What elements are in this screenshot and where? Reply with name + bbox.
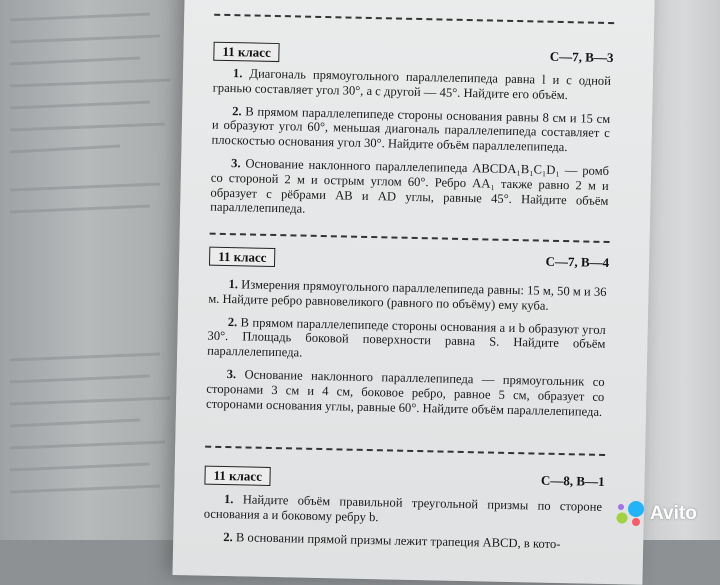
section-header <box>213 42 613 70</box>
problem-item: 2. В прямом параллелепипеде стороны основания a и b образуют угол 30°. Площадь боковой поверхности равна S. Найдите объём параллелепипеда. <box>207 314 606 360</box>
problem-list <box>210 66 611 231</box>
section-header <box>209 247 609 275</box>
problem-item: 1. Найдите объём правильной треугольной призмы по стороне основания a и боковому ребру b. <box>203 492 603 525</box>
worksheet-page <box>172 0 654 585</box>
problem-list <box>206 277 607 428</box>
grade-label: 11 класс <box>209 247 276 267</box>
problem-item: 2. В прямом параллелепипеде стороны основания равны 8 см и 15 см и образуют угол 60°, меньшая диагональ параллелепипеда составляет с плоскостью основания угол 30°. Найдите объём параллелепипеда. <box>211 103 611 155</box>
problem-item: 3. Основание наклонного параллелепипеда ABCDA₁B₁C₁D₁ — ромб со стороной 2 м и острым углом 60°. Ребро AA₁ также равно 2 м и образует с рёбрами AB и AD углы, равные 45°. Найдите объём параллелепипеда. <box>210 156 610 217</box>
cut-line <box>210 233 610 243</box>
section-header <box>204 466 604 494</box>
section-c8-v1 <box>175 445 645 551</box>
cut-line <box>214 14 614 24</box>
problem-item: 1. Измерения прямоугольного параллелепипеда равны: 15 м, 50 м и 36 м. Найдите ребро равновеликого (равного по объёму) ему куба. <box>208 277 607 313</box>
variant-label: С—7, В—4 <box>545 253 610 271</box>
avito-watermark <box>612 500 697 528</box>
background-text-lines <box>0 0 200 540</box>
variant-label: С—7, В—3 <box>549 48 614 66</box>
grade-label: 11 класс <box>204 466 271 486</box>
variant-label: С—8, В—1 <box>540 472 605 489</box>
problem-item: 2. В основании прямой призмы лежит трапеция ABCD, в кото- <box>223 529 561 551</box>
problem-item: 1. Диагональ прямоугольного параллелепипеда равна l и с одной гранью составляет угол 30°, а с другой — 45°. Найдите его объём. <box>212 66 612 102</box>
section-c7-v3 <box>184 13 654 217</box>
cut-line <box>205 446 605 456</box>
grade-label: 11 класс <box>213 42 280 62</box>
avito-logo-icon <box>612 500 646 528</box>
problem-list <box>203 492 602 561</box>
section-c7-v4 <box>180 232 650 419</box>
problem-item: 3. Основание наклонного параллелепипеда — прямоугольник со сторонами 3 см и 4 см, боковое ребро, равное 5 см, образует со сторонами основания углы, равные 60°. Найдите объём параллелепипеда. <box>205 367 605 419</box>
avito-text: Avito <box>650 503 697 524</box>
